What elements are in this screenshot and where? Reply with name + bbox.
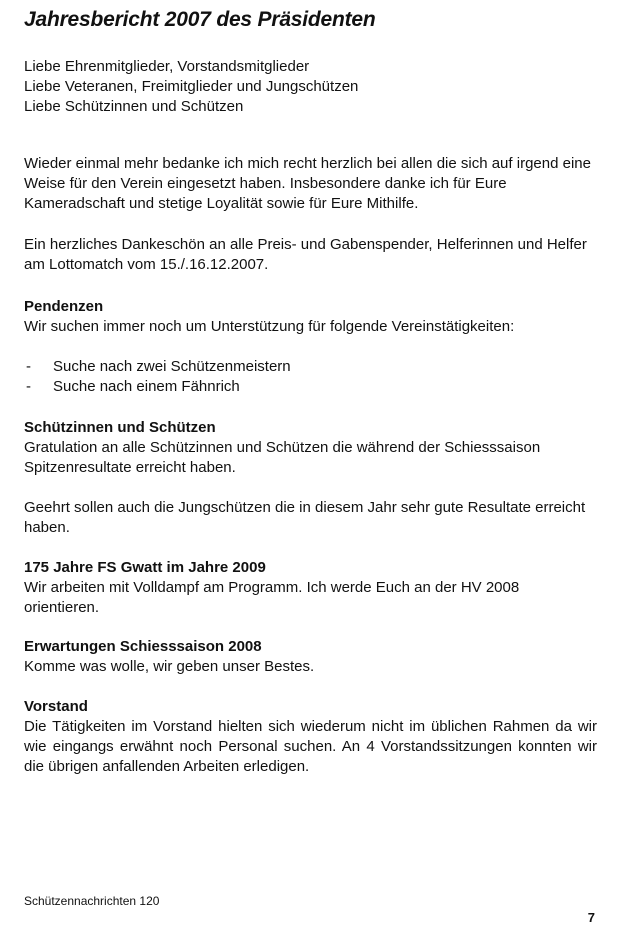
- page-title: Jahresbericht 2007 des Präsidenten: [24, 8, 376, 31]
- section-text: Wir arbeiten mit Volldampf am Programm. Ich werde Euch an der HV 2008 orientieren.: [24, 579, 520, 616]
- sponsors-paragraph: Ein herzliches Dankeschön an alle Preis- und Gabenspender, Helferinnen und Helfer am Lottomatch vom 15./.16.12.2007.: [24, 236, 587, 273]
- section-heading: Pendenzen: [24, 298, 104, 315]
- bullet-dash: -: [26, 358, 31, 375]
- publication-footer: Schützennachrichten 120: [24, 894, 160, 908]
- list-item: [24, 377, 597, 397]
- salutation-block: [24, 57, 358, 117]
- section-text: Gratulation an alle Schützinnen und Schützen die während der Schiesssaison Spitzenresultate erreicht haben.: [24, 439, 541, 476]
- section-heading: 175 Jahre FS Gwatt im Jahre 2009: [24, 559, 266, 576]
- section-heading: Schützinnen und Schützen: [24, 419, 216, 436]
- thanks-paragraph: Wieder einmal mehr bedanke ich mich recht herzlich bei allen die sich auf irgend eine Weise für den Verein eingesetzt haben. Insbesondere danke ich für Eure Kameradschaft und stetige Loyalität sowie für Eure Mithilfe.: [24, 155, 591, 212]
- juniors-paragraph: Geehrt sollen auch die Jungschützen die in diesem Jahr sehr gute Resultate erreicht haben.: [24, 499, 586, 536]
- list-item-label: Suche nach einem Fähnrich: [53, 378, 240, 395]
- section-text: Wir suchen immer noch um Unterstützung für folgende Vereinstätigkeiten:: [24, 318, 515, 335]
- section-jubilaeum: [24, 558, 597, 618]
- section-schuetzen: [24, 418, 597, 478]
- salutation-line: Liebe Veteranen, Freimitglieder und Jungschützen: [24, 78, 359, 95]
- list-item: [24, 357, 597, 377]
- section-pendenzen: [24, 297, 597, 397]
- section-heading: Vorstand: [24, 698, 88, 715]
- section-text: Komme was wolle, wir geben unser Bestes.: [24, 658, 315, 675]
- section-vorstand: [24, 697, 597, 777]
- bullet-dash: -: [26, 378, 31, 395]
- section-text: Die Tätigkeiten im Vorstand hielten sich wiederum nicht im üblichen Rahmen da wir wie eingangs erwähnt noch Personal suchen. An 4 Vorstandssitzungen konnten wir die übrigen anfallenden Arbeiten erledigen.: [24, 718, 597, 775]
- salutation-line: Liebe Ehrenmitglieder, Vorstandsmitglieder: [24, 58, 310, 75]
- section-erwartungen: [24, 637, 597, 677]
- section-heading: Erwartungen Schiesssaison 2008: [24, 638, 262, 655]
- bullet-list: [24, 357, 597, 397]
- page-number: 7: [587, 910, 595, 925]
- salutation-line: Liebe Schützinnen und Schützen: [24, 98, 244, 115]
- list-item-label: Suche nach zwei Schützenmeistern: [53, 358, 291, 375]
